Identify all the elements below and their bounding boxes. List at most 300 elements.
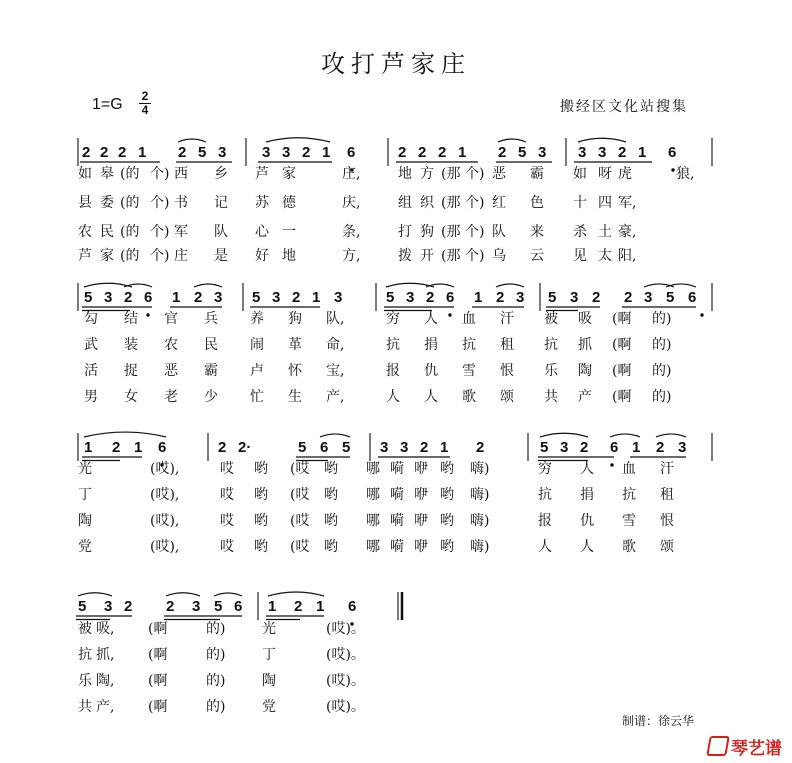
lyric-word: (哎 xyxy=(290,461,310,477)
note: 3 xyxy=(334,289,343,306)
lyric-word: (啊 xyxy=(612,311,632,327)
lyric-word: 的) xyxy=(206,647,226,663)
lyric-word: 产, xyxy=(326,389,345,405)
lyric-word: (啊 xyxy=(148,647,168,663)
lyric-word: 哟 xyxy=(440,461,454,477)
note: 3 xyxy=(104,598,113,615)
lyric-word: 狗 xyxy=(420,224,434,240)
lyric-word: 杀 xyxy=(573,224,587,240)
note: 5 xyxy=(252,289,261,306)
note: 2 xyxy=(82,144,91,161)
lyric-word: 雪 xyxy=(622,513,636,529)
lyric-word: 汗 xyxy=(660,461,674,477)
site-logo xyxy=(708,734,782,759)
lyric-word: 陶 xyxy=(578,363,592,379)
lyric-word: 共 xyxy=(544,389,558,405)
note: 2 xyxy=(194,289,203,306)
lyric-word: 个) xyxy=(465,248,485,264)
lyric-word: 记 xyxy=(214,195,228,211)
note: 6 xyxy=(234,598,243,615)
note: 1 xyxy=(134,439,143,456)
lyric-word: 个) xyxy=(150,166,170,182)
note: 1 xyxy=(440,439,449,456)
lyric-word: 霸 xyxy=(204,363,218,379)
note: 3 xyxy=(218,144,227,161)
lyric-word: 穷 xyxy=(538,461,552,477)
lyric-word: (那 xyxy=(441,224,461,240)
slur xyxy=(320,434,350,437)
lyric-word: 呀 xyxy=(598,166,612,182)
lyric-word: 嗬 xyxy=(390,461,404,477)
note: 3 xyxy=(400,439,409,456)
slur xyxy=(178,139,206,142)
note: 3 xyxy=(678,439,687,456)
note: 2 xyxy=(294,598,303,615)
lyric-word: 书 xyxy=(174,195,188,211)
note: 6 xyxy=(348,598,357,615)
lyric-word: 恨 xyxy=(660,513,674,529)
lyric-word: 哎 xyxy=(220,461,234,477)
lyric-word: 被 xyxy=(78,621,92,637)
lyric-word: 租 xyxy=(660,487,674,503)
lyric-word: 捐 xyxy=(424,337,438,353)
octave-dot xyxy=(671,168,674,171)
lyric-word: 抗 xyxy=(538,487,552,503)
lyric-word: 家 xyxy=(100,248,114,264)
note: 3 xyxy=(570,289,579,306)
note: 2 xyxy=(178,144,187,161)
lyric-word: 农 xyxy=(164,337,178,353)
note: 1 xyxy=(322,144,331,161)
lyric-word: 陶, xyxy=(96,673,115,689)
lyric-word: 共 xyxy=(78,699,92,715)
lyric-word: 党 xyxy=(262,699,276,715)
lyric-word: 芦 xyxy=(255,166,269,182)
lyric-word: (哎), xyxy=(150,487,180,503)
lyric-word: (的 xyxy=(120,248,140,264)
lyric-word: 哪 xyxy=(366,513,380,529)
lyric-word: 打 xyxy=(398,224,412,240)
note: 1 xyxy=(458,144,467,161)
note: 2 xyxy=(476,439,485,456)
note: 3 xyxy=(538,144,547,161)
lyric-word: 颂 xyxy=(500,389,514,405)
slur xyxy=(124,284,152,287)
lyric-word: 人 xyxy=(386,389,400,405)
note: 5 xyxy=(666,289,675,306)
lyric-word: (啊 xyxy=(148,621,168,637)
lyric-word: (的 xyxy=(120,224,140,240)
note: 1 xyxy=(312,289,321,306)
note: 2 xyxy=(418,144,427,161)
note: 5 xyxy=(84,289,93,306)
note: 6 xyxy=(668,144,677,161)
lyric-word: 哟 xyxy=(254,513,268,529)
lyric-word: 咿 xyxy=(414,539,428,555)
note: 3 xyxy=(192,598,201,615)
lyric-word: 哪 xyxy=(366,461,380,477)
lyric-word: (啊 xyxy=(148,673,168,689)
lyric-word: 产 xyxy=(578,389,592,405)
time-signature-bottom: 4 xyxy=(141,103,149,117)
lyric-word: 是 xyxy=(214,248,228,264)
lyric-word: 抗 xyxy=(544,337,558,353)
lyric-word: 陶 xyxy=(262,673,276,689)
lyric-word: 嗨) xyxy=(470,513,490,529)
lyric-word: 丁 xyxy=(262,647,276,663)
lyric-word: 哪 xyxy=(366,487,380,503)
note: 6 xyxy=(347,144,356,161)
octave-dot xyxy=(448,313,451,316)
note: 1 xyxy=(316,598,325,615)
song-title: 攻打芦家庄 xyxy=(321,50,471,78)
note: 1 xyxy=(84,439,93,456)
lyric-word: 被 xyxy=(544,311,558,327)
lyric-word: 个) xyxy=(465,195,485,211)
note: 2 xyxy=(498,144,507,161)
lyric-word: 的) xyxy=(206,673,226,689)
note: 2 xyxy=(656,439,665,456)
note: 6 xyxy=(158,439,167,456)
lyric-word: (的 xyxy=(120,166,140,182)
lyric-word: 哟 xyxy=(440,513,454,529)
lyric-word: 捉 xyxy=(124,363,138,379)
lyric-word: 咿 xyxy=(414,487,428,503)
lyric-word: 条, xyxy=(342,224,361,240)
logo-icon xyxy=(706,736,730,756)
lyric-word: 嗨) xyxy=(470,487,490,503)
note: 6 xyxy=(320,439,329,456)
lyric-word: 来 xyxy=(530,224,544,240)
lyric-word: 嗬 xyxy=(390,539,404,555)
slur xyxy=(496,284,524,287)
lyric-word: 阳, xyxy=(618,248,637,264)
lyric-word: 宝, xyxy=(326,363,345,379)
lyric-word: (啊 xyxy=(612,363,632,379)
note: 2 xyxy=(124,598,133,615)
lyric-word: 结 xyxy=(124,311,138,327)
lyric-word: 织 xyxy=(420,195,434,211)
lyric-word: 穷 xyxy=(386,311,400,327)
lyric-word: 德 xyxy=(282,195,296,211)
lyric-word: 男 xyxy=(84,389,98,405)
lyric-word: 哎 xyxy=(220,513,234,529)
lyric-word: 队 xyxy=(492,224,506,240)
lyric-word: 血 xyxy=(622,461,636,477)
lyric-word: 太 xyxy=(598,248,612,264)
slur xyxy=(610,434,640,437)
slur xyxy=(578,138,626,142)
note: 5 xyxy=(540,439,549,456)
lyric-word: 革 xyxy=(288,337,302,353)
note: 1 xyxy=(474,289,483,306)
slur xyxy=(540,433,588,437)
logo-text: 琴艺谱 xyxy=(731,739,782,758)
lyric-word: (啊 xyxy=(148,699,168,715)
lyric-word: 武 xyxy=(84,337,98,353)
note: 2 xyxy=(426,289,435,306)
lyric-word: 开 xyxy=(420,248,434,264)
note: 3 xyxy=(578,144,587,161)
lyric-word: 的) xyxy=(652,311,672,327)
lyric-word: 的) xyxy=(652,363,672,379)
lyric-word: 地 xyxy=(398,166,412,182)
note: 3 xyxy=(380,439,389,456)
lyric-word: 抓, xyxy=(96,647,115,663)
lyric-word: 苏 xyxy=(255,195,269,211)
lyric-word: (那 xyxy=(441,248,461,264)
lyric-word: 报 xyxy=(386,363,400,379)
lyric-word: (哎 xyxy=(290,539,310,555)
lyric-word: 家 xyxy=(282,166,296,182)
note: 2 xyxy=(100,144,109,161)
lyric-word: 如 xyxy=(573,166,587,182)
lyric-word: 抗 xyxy=(462,337,476,353)
lyric-word: 十 xyxy=(573,195,587,211)
note: 5 xyxy=(518,144,527,161)
lyric-word: 哟 xyxy=(254,539,268,555)
lyric-word: 嗨) xyxy=(470,539,490,555)
lyric-word: 的) xyxy=(652,389,672,405)
slur xyxy=(498,139,526,142)
lyric-word: 勾 xyxy=(84,311,98,327)
lyric-word: 报 xyxy=(538,513,552,529)
note: 5 xyxy=(298,439,307,456)
lyric-word: 色 xyxy=(530,195,544,211)
lyric-word: 抗 xyxy=(386,337,400,353)
lyric-word: 哪 xyxy=(366,539,380,555)
lyric-word: 农 xyxy=(78,224,92,240)
lyric-word: 兵 xyxy=(204,311,218,327)
lyric-word: 霸 xyxy=(530,166,544,182)
note: 6 xyxy=(144,289,153,306)
lyric-word: 吸 xyxy=(578,311,592,327)
lyric-word: 产, xyxy=(96,699,115,715)
lyric-word: 租 xyxy=(500,337,514,353)
lyric-word: 委 xyxy=(100,195,114,211)
octave-dot xyxy=(700,313,703,316)
note: 2 xyxy=(438,144,447,161)
lyric-word: 光 xyxy=(262,621,276,637)
lyric-word: 颂 xyxy=(660,539,674,555)
lyric-word: 拨 xyxy=(398,248,412,264)
note: 3 xyxy=(406,289,415,306)
lyric-word: 仇 xyxy=(580,513,594,529)
lyric-word: 的) xyxy=(206,699,226,715)
note: 2 xyxy=(592,289,601,306)
lyric-word: 哎 xyxy=(220,539,234,555)
lyric-word: 个) xyxy=(150,195,170,211)
note: 1 xyxy=(638,144,647,161)
note: 2 xyxy=(124,289,133,306)
lyric-word: 庄, xyxy=(342,166,361,182)
lyric-word: 云 xyxy=(530,248,544,264)
lyric-word: 哟 xyxy=(324,513,338,529)
lyric-word: 装 xyxy=(124,337,138,353)
lyric-word: 豪, xyxy=(618,224,637,240)
lyric-word: 咿 xyxy=(414,513,428,529)
lyric-word: 歌 xyxy=(462,389,476,405)
lyric-word: 芦 xyxy=(78,248,92,264)
note: 3 xyxy=(282,144,291,161)
lyric-word: 县 xyxy=(78,195,92,211)
lyric-word: (哎)。 xyxy=(326,699,365,715)
lyric-word: 土 xyxy=(598,224,612,240)
key-signature: 1=G xyxy=(92,96,123,113)
lyric-word: 哟 xyxy=(324,487,338,503)
lyric-word: 人 xyxy=(580,461,594,477)
lyric-word: (哎)。 xyxy=(326,647,365,663)
lyric-word: (啊 xyxy=(612,337,632,353)
lyric-word: 乌 xyxy=(492,248,506,264)
lyric-word: 见 xyxy=(573,248,587,264)
lyric-word: (哎)。 xyxy=(326,673,365,689)
lyric-word: (啊 xyxy=(612,389,632,405)
lyric-word: 闹 xyxy=(250,337,264,353)
note: 1 xyxy=(632,439,641,456)
lyric-word: 嗬 xyxy=(390,487,404,503)
lyric-word: 虎 xyxy=(618,166,632,182)
slur xyxy=(656,434,686,437)
lyric-word: 队 xyxy=(214,224,228,240)
lyric-word: 歌 xyxy=(622,539,636,555)
lyric-word: 红 xyxy=(492,195,506,211)
lyric-word: 嗨) xyxy=(470,461,490,477)
lyric-word: 个) xyxy=(465,166,485,182)
lyric-word: 生 xyxy=(288,389,302,405)
lyric-word: 如 xyxy=(78,166,92,182)
lyric-word: 好 xyxy=(255,248,269,264)
octave-dot xyxy=(146,313,149,316)
lyric-word: 乡 xyxy=(214,166,228,182)
note: 3 xyxy=(262,144,271,161)
lyric-word: (哎 xyxy=(290,513,310,529)
lyric-word: (哎), xyxy=(150,539,180,555)
note: 3 xyxy=(644,289,653,306)
lyric-word: 光 xyxy=(78,461,92,477)
lyric-word: 方 xyxy=(420,166,434,182)
note: 2· xyxy=(238,439,252,456)
lyric-word: 咿 xyxy=(414,461,428,477)
lyric-word: 女 xyxy=(124,389,138,405)
slur xyxy=(194,284,222,287)
lyric-word: 抗 xyxy=(622,487,636,503)
note: 2 xyxy=(398,144,407,161)
arranger-credit: 制谱：徐云华 xyxy=(622,714,695,728)
note: 5 xyxy=(214,598,223,615)
note: 3 xyxy=(272,289,281,306)
lyric-word: 恨 xyxy=(500,363,514,379)
lyric-word: 军 xyxy=(174,224,188,240)
lyric-word: 军, xyxy=(618,195,637,211)
lyric-word: 忙 xyxy=(250,389,264,405)
lyric-word: 人 xyxy=(424,389,438,405)
lyric-word: 庄 xyxy=(174,248,188,264)
lyric-word: 的) xyxy=(652,337,672,353)
lyric-word: 人 xyxy=(538,539,552,555)
lyric-word: 抗 xyxy=(78,647,92,663)
lyric-word: 个) xyxy=(150,248,170,264)
lyric-word: 个) xyxy=(150,224,170,240)
octave-dot xyxy=(610,463,613,466)
lyric-word: 哟 xyxy=(324,461,338,477)
lyric-word: (那 xyxy=(441,195,461,211)
note: 3 xyxy=(598,144,607,161)
lyric-word: 汗 xyxy=(500,311,514,327)
slur xyxy=(426,284,454,287)
lyric-word: 怀 xyxy=(288,363,302,379)
note: 2 xyxy=(292,289,301,306)
collector-credit: 搬经区文化站搜集 xyxy=(560,99,688,115)
lyric-word: 恶 xyxy=(164,363,178,379)
lyric-word: 恶 xyxy=(492,166,506,182)
lyric-word: 抓 xyxy=(578,337,592,353)
note: 1 xyxy=(172,289,181,306)
lyric-word: 卢 xyxy=(250,363,264,379)
lyric-word: 哎 xyxy=(220,487,234,503)
slur xyxy=(266,138,330,142)
note: 3 xyxy=(516,289,525,306)
note: 2 xyxy=(618,144,627,161)
note: 1 xyxy=(138,144,147,161)
lyric-word: 方, xyxy=(342,248,361,264)
lyric-word: 心 xyxy=(255,224,269,240)
note: 1 xyxy=(268,598,277,615)
lyric-word: 个) xyxy=(465,224,485,240)
note: 2 xyxy=(580,439,589,456)
note: 5 xyxy=(198,144,207,161)
lyric-word: 西 xyxy=(174,166,188,182)
note: 5 xyxy=(386,289,395,306)
lyric-word: 组 xyxy=(398,195,412,211)
lyric-word: 人 xyxy=(424,311,438,327)
lyric-word: 活 xyxy=(84,363,98,379)
lyric-word: 庆, xyxy=(342,195,361,211)
lyric-word: 吸, xyxy=(96,621,115,637)
lyric-word: 狗 xyxy=(288,311,302,327)
time-signature-top: 2 xyxy=(141,89,149,103)
note: 6 xyxy=(688,289,697,306)
lyric-word: 哟 xyxy=(440,487,454,503)
note: 5 xyxy=(548,289,557,306)
lyric-word: 老 xyxy=(164,389,178,405)
lyric-word: 狼, xyxy=(676,166,695,182)
note: 2 xyxy=(112,439,121,456)
lyric-word: 党 xyxy=(78,539,92,555)
lyric-word: 民 xyxy=(100,224,114,240)
lyric-word: 少 xyxy=(204,389,218,405)
note: 2 xyxy=(496,289,505,306)
note: 2 xyxy=(420,439,429,456)
lyric-word: 乐 xyxy=(544,363,558,379)
lyric-word: (哎 xyxy=(290,487,310,503)
lyric-word: 哟 xyxy=(254,461,268,477)
lyric-word: 民 xyxy=(204,337,218,353)
lyric-word: 四 xyxy=(598,195,612,211)
note: 5 xyxy=(342,439,351,456)
lyric-word: 官 xyxy=(164,311,178,327)
slur xyxy=(84,432,166,437)
lyric-word: 的) xyxy=(206,621,226,637)
note: 5 xyxy=(78,598,87,615)
lyric-word: 地 xyxy=(282,248,296,264)
lyric-word: 皋 xyxy=(100,166,114,182)
slur xyxy=(666,284,696,287)
lyric-word: 命, xyxy=(326,337,345,353)
note: 2 xyxy=(624,289,633,306)
note: 2 xyxy=(302,144,311,161)
lyric-word: 雪 xyxy=(462,363,476,379)
